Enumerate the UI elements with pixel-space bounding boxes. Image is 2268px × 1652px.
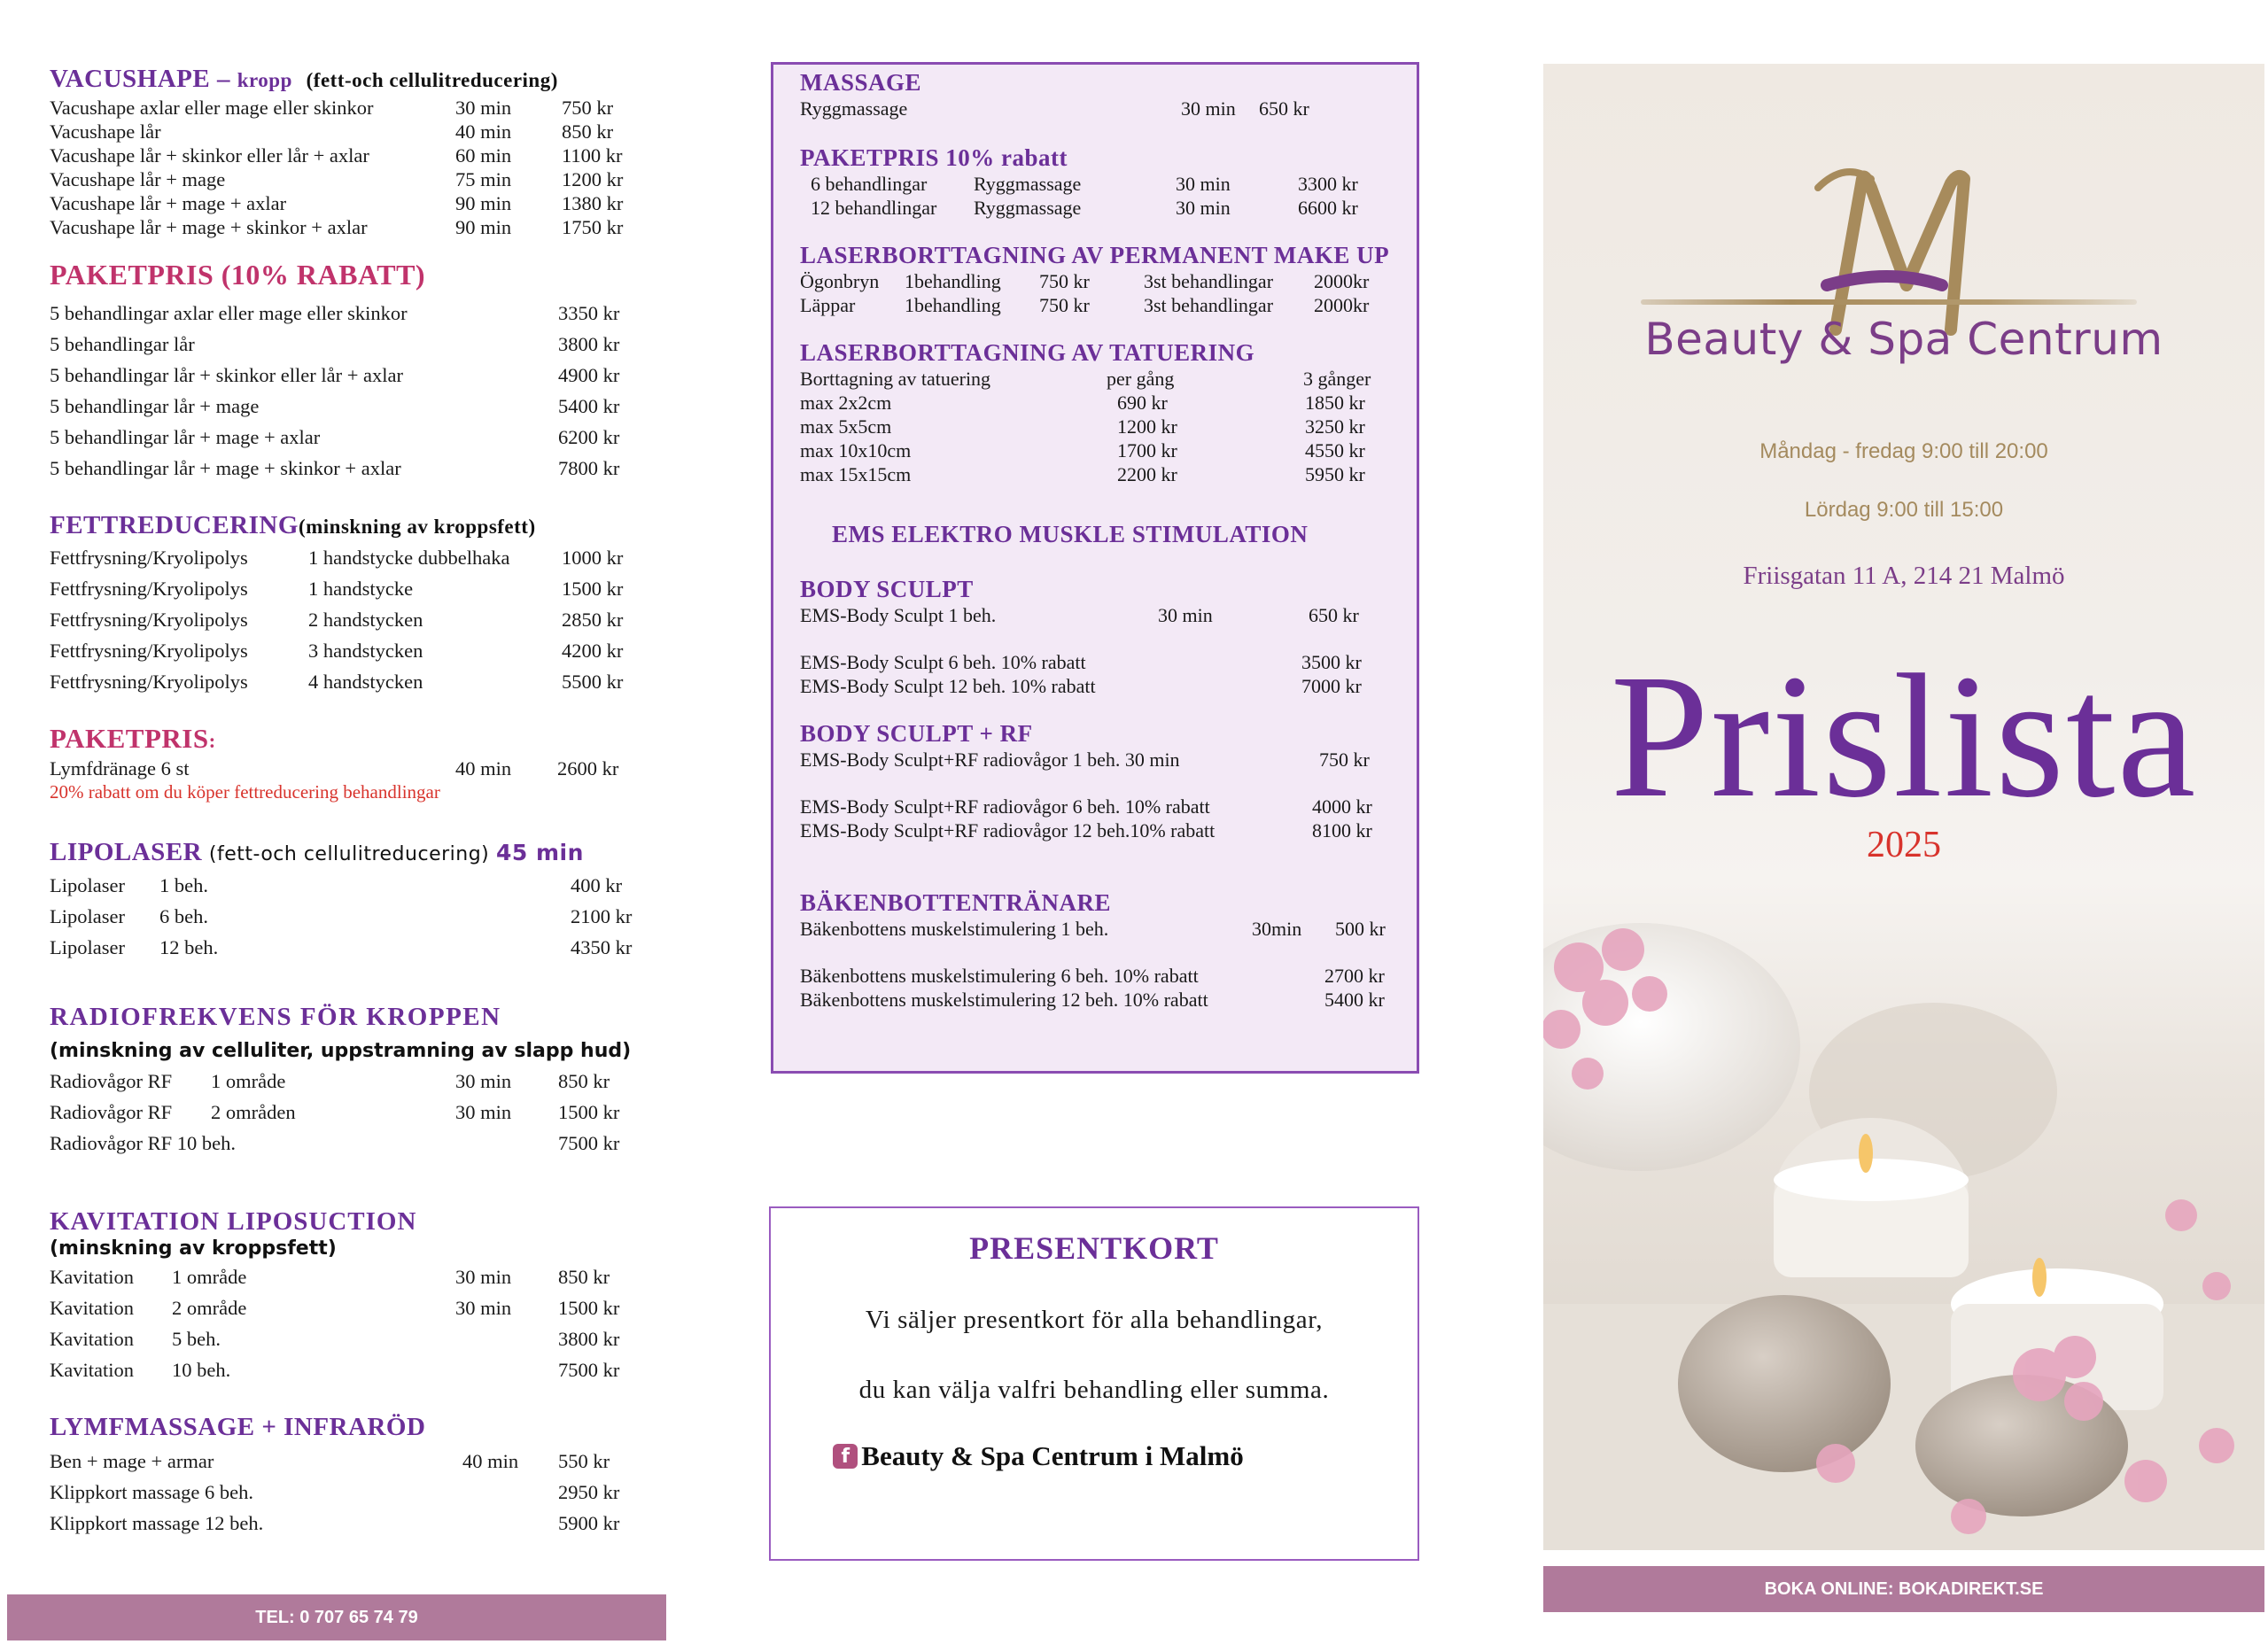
price-cell-price: 6600 kr xyxy=(1298,197,1358,219)
price-cell-time: 90 min xyxy=(455,216,512,238)
price-cell-price: 4900 kr xyxy=(558,364,620,386)
price-cell-time: 90 min xyxy=(455,192,512,214)
price-cell-detail: 1 handstycke dubbelhaka xyxy=(308,547,510,569)
price-cell-price: 3500 kr xyxy=(1301,651,1362,673)
price-cell-detail: 6 beh. xyxy=(159,905,208,927)
price-row xyxy=(50,635,670,666)
price-row xyxy=(50,96,670,120)
price-cell-name: Vacushape lår xyxy=(50,120,161,143)
price-list xyxy=(800,748,1402,842)
price-cell-price: 7000 kr xyxy=(1301,675,1362,697)
price-cell-detail: 4 handstycken xyxy=(308,671,423,693)
kavitation-section xyxy=(50,1206,670,1385)
price-cell-thrice: 1850 kr xyxy=(1305,392,1365,414)
price-cell-name: Fettfrysning/Kryolipolys xyxy=(50,547,248,569)
price-cell-price: 1500 kr xyxy=(562,578,624,600)
section-title: FETTREDUCERING(minskning av kroppsfett) xyxy=(50,511,536,539)
price-row xyxy=(50,1066,670,1097)
price-row xyxy=(800,172,1402,196)
price-cell-name: 5 behandlingar lår + mage + axlar xyxy=(50,426,321,448)
facebook-link[interactable] xyxy=(771,1440,1306,1472)
price-cell-price: 1000 kr xyxy=(562,547,624,569)
fettreducering-section xyxy=(50,510,670,697)
lymfmassage-section xyxy=(50,1412,670,1539)
price-row xyxy=(800,964,1402,988)
price-cell-price: 500 kr xyxy=(1335,918,1386,940)
body-sculpt-rf-section xyxy=(800,719,1402,842)
price-cell-once: 1700 kr xyxy=(1117,439,1177,461)
spacer xyxy=(800,627,1402,650)
price-row xyxy=(50,391,670,422)
price-cell-price: 650 kr xyxy=(1309,604,1359,626)
price-row xyxy=(800,196,1402,220)
price-cell-price: 2700 kr xyxy=(1324,965,1385,987)
paketpris-lymf-section xyxy=(50,724,670,803)
price-cell-name: Klippkort massage 12 beh. xyxy=(50,1512,264,1534)
price-cell-name: EMS-Body Sculpt+RF radiovågor 12 beh.10% rabatt xyxy=(800,819,1216,842)
middle-price-box xyxy=(771,62,1419,1074)
price-cell-time: 30 min xyxy=(1176,197,1231,219)
price-cell-once: 1200 kr xyxy=(1117,415,1177,438)
price-row xyxy=(50,542,670,573)
price-cell-name: EMS-Body Sculpt+RF radiovågor 1 beh. 30 min xyxy=(800,748,1180,771)
price-cell-detail: 1 beh. xyxy=(159,874,208,896)
price-cell-price: 2950 kr xyxy=(558,1481,620,1503)
price-cell-once: 690 kr xyxy=(1117,392,1168,414)
price-cell-time: 30 min xyxy=(455,1297,512,1319)
price-cell-name: Vacushape lår + mage xyxy=(50,168,226,190)
price-cell-detail: 1 handstycke xyxy=(308,578,414,600)
price-row xyxy=(50,666,670,697)
price-cell-time: 30 min xyxy=(1176,173,1231,195)
price-cell-price: 6200 kr xyxy=(558,426,620,448)
section-subtitle: (minskning av kroppsfett) xyxy=(50,1237,337,1260)
price-cell-price: 750 kr xyxy=(1319,748,1370,771)
price-cell-count: 6 behandlingar xyxy=(811,173,928,195)
price-cell-price: 850 kr xyxy=(562,120,614,143)
price-cell-time: 30min xyxy=(1252,918,1302,940)
price-cell-name: Lipolaser xyxy=(50,874,125,896)
price-row xyxy=(800,462,1402,486)
price-row xyxy=(50,573,670,604)
price-cell-detail: 1 område xyxy=(211,1070,286,1092)
price-cell-price: 5400 kr xyxy=(558,395,620,417)
price-cell-name: Radiovågor RF 10 beh. xyxy=(50,1132,236,1154)
price-cell-name: EMS-Body Sculpt 12 beh. 10% rabatt xyxy=(800,675,1096,697)
gift-card-box xyxy=(769,1206,1419,1561)
paketpris-massage-section xyxy=(800,143,1402,220)
price-cell-name: Bäkenbottens muskelstimulering 6 beh. 10% rabatt xyxy=(800,965,1199,987)
price-cell-detail: 3 handstycken xyxy=(308,640,423,662)
brand-name: Beauty & Spa Centrum xyxy=(1644,314,2163,365)
vacushape-section xyxy=(50,64,670,239)
price-cell-time: 30 min xyxy=(1158,604,1213,626)
price-cell-thrice: 5950 kr xyxy=(1305,463,1365,485)
price-cell-name: Lipolaser xyxy=(50,905,125,927)
price-cell-one: 1behandling xyxy=(905,294,1001,316)
price-row xyxy=(800,438,1402,462)
price-list xyxy=(50,1446,670,1539)
price-row xyxy=(50,1323,670,1354)
price-cell-once: 2200 kr xyxy=(1117,463,1177,485)
price-cell-price: 5500 kr xyxy=(562,671,624,693)
price-row xyxy=(50,604,670,635)
price-cell-price: 7800 kr xyxy=(558,457,620,479)
price-cell-p3: 2000kr xyxy=(1314,294,1370,316)
price-row xyxy=(50,1261,670,1292)
laser-tattoo-section xyxy=(800,338,1402,486)
price-cell-price: 1500 kr xyxy=(558,1297,620,1319)
facebook-icon[interactable]: f xyxy=(833,1444,858,1469)
gift-card-text-2: du kan välja valfri behandling eller summa. xyxy=(858,1376,1330,1404)
price-cell-detail: 2 handstycken xyxy=(308,609,423,631)
price-cell-name: Kavitation xyxy=(50,1266,134,1288)
price-cell-size: max 15x15cm xyxy=(800,463,912,485)
price-row xyxy=(800,650,1402,674)
price-row xyxy=(800,391,1402,415)
price-cell-p3: 2000kr xyxy=(1314,270,1370,292)
price-cell-name: Vacushape lår + skinkor eller lår + axlar xyxy=(50,144,369,167)
booking-banner[interactable] xyxy=(1543,1566,2264,1612)
spacer xyxy=(800,772,1402,795)
section-title: LASERBORTTAGNING AV TATUERING xyxy=(800,339,1255,366)
price-cell-price: 2100 kr xyxy=(571,905,633,927)
price-list xyxy=(50,96,670,239)
price-cell-name: 5 behandlingar lår xyxy=(50,333,195,355)
price-row xyxy=(50,167,670,191)
price-row xyxy=(50,191,670,215)
price-cell-time: 30 min xyxy=(455,1266,512,1288)
price-row xyxy=(800,748,1402,772)
paketpris-section xyxy=(50,255,670,484)
price-cell-size: max 10x10cm xyxy=(800,439,912,461)
price-list xyxy=(800,917,1402,1012)
price-cell-name: Vacushape lår + mage + axlar xyxy=(50,192,287,214)
section-title: LIPOLASER (fett-och cellulitreducering) 45 min xyxy=(50,838,584,866)
lipolaser-section xyxy=(50,837,670,963)
spacer xyxy=(800,941,1402,964)
price-row xyxy=(50,143,670,167)
price-row xyxy=(50,1292,670,1323)
spa-illustration xyxy=(1543,914,2264,1550)
price-cell-thrice: 4550 kr xyxy=(1305,439,1365,461)
hours-weekday: Måndag - fredag 9:00 till 20:00 xyxy=(1759,439,2048,463)
price-row xyxy=(50,901,670,932)
price-row xyxy=(800,988,1402,1012)
price-cell-price: 3300 kr xyxy=(1298,173,1358,195)
body-sculpt-section xyxy=(800,575,1402,698)
section-title: KAVITATION LIPOSUCTION xyxy=(50,1207,417,1236)
price-cell-name: Kavitation xyxy=(50,1328,134,1350)
middle-content xyxy=(800,65,1402,1012)
price-cell-detail: 2 områden xyxy=(211,1101,296,1123)
price-cell-name: Fettfrysning/Kryolipolys xyxy=(50,671,248,693)
section-title: PAKETPRIS (10% RABATT) xyxy=(50,259,426,291)
section-title: BODY SCULPT xyxy=(800,576,974,602)
price-cell-price: 3800 kr xyxy=(558,1328,620,1350)
price-cell-price: 1500 kr xyxy=(558,1101,620,1123)
cover-panel xyxy=(1543,64,2264,1550)
price-cell-name: Läppar xyxy=(800,294,856,316)
price-cell-price: 550 kr xyxy=(558,1450,610,1472)
price-row xyxy=(800,293,1402,317)
price-row xyxy=(50,360,670,391)
price-cell-name: Vacushape axlar eller mage eller skinkor xyxy=(50,97,374,119)
price-cell-detail: 10 beh. xyxy=(172,1359,231,1381)
price-cell-time: 30 min xyxy=(455,97,512,119)
price-list xyxy=(50,1261,670,1385)
price-cell-one: 1behandling xyxy=(905,270,1001,292)
price-list xyxy=(50,870,670,963)
phone-number[interactable]: TEL: 0 707 65 74 79 xyxy=(255,1608,418,1627)
price-row xyxy=(50,1097,670,1128)
price-cell-name: Lipolaser xyxy=(50,936,125,958)
price-cell-price: 7500 kr xyxy=(558,1359,620,1381)
price-cell-price: 4200 kr xyxy=(562,640,624,662)
price-cell-detail: 2 område xyxy=(172,1297,247,1319)
price-cell-name: EMS-Body Sculpt 6 beh. 10% rabatt xyxy=(800,651,1086,673)
price-cell-name: Klippkort massage 6 beh. xyxy=(50,1481,253,1503)
price-cell-price: 2850 kr xyxy=(562,609,624,631)
laser-pmu-section xyxy=(800,241,1402,317)
price-row xyxy=(800,269,1402,293)
price-list xyxy=(50,298,670,484)
price-row xyxy=(50,453,670,484)
price-cell-price: 400 kr xyxy=(571,874,623,896)
price-cell-time: 40 min xyxy=(462,1450,519,1472)
price-row xyxy=(50,1354,670,1385)
left-column xyxy=(50,64,670,1539)
section-title: BODY SCULPT + RF xyxy=(800,720,1033,747)
price-cell-price: 1750 kr xyxy=(562,216,624,238)
price-cell-name: Bäkenbottens muskelstimulering 12 beh. 10% rabatt xyxy=(800,989,1208,1011)
year: 2025 xyxy=(1867,825,1941,865)
price-cell-name: 5 behandlingar lår + skinkor eller lår + axlar xyxy=(50,364,403,386)
price-row xyxy=(50,298,670,329)
price-cell-size: max 5x5cm xyxy=(800,415,892,438)
price-row xyxy=(50,215,670,239)
price-row xyxy=(50,422,670,453)
price-cell-count: 12 behandlingar xyxy=(811,197,937,219)
price-cell-price: 8100 kr xyxy=(1312,819,1372,842)
price-cell-name: Fettfrysning/Kryolipolys xyxy=(50,609,248,631)
price-row xyxy=(50,329,670,360)
price-cell-price: 5900 kr xyxy=(558,1512,620,1534)
price-cell-name: Ryggmassage xyxy=(974,173,1082,195)
price-cell-time: 30 min xyxy=(455,1070,512,1092)
price-row xyxy=(800,818,1402,842)
price-cell-detail: 1 område xyxy=(172,1266,247,1288)
price-list xyxy=(800,269,1402,317)
facebook-label[interactable]: Beauty & Spa Centrum i Malmö xyxy=(861,1440,1244,1471)
price-cell-time: 40 min xyxy=(455,120,512,143)
price-cell-p1: 750 kr xyxy=(1039,270,1090,292)
price-cell-name: 5 behandlingar lår + mage xyxy=(50,395,260,417)
section-title: VACUSHAPE – kropp (fett-och cellulitreducering) xyxy=(50,65,558,93)
price-row xyxy=(50,1508,670,1539)
price-cell-name: Fettfrysning/Kryolipolys xyxy=(50,640,248,662)
price-cell-name: EMS-Body Sculpt 1 beh. xyxy=(800,604,997,626)
price-cell-time: 75 min xyxy=(455,168,512,190)
price-row xyxy=(50,1446,670,1477)
section-title: BÄKENBOTTENTRÄNARE xyxy=(800,889,1112,916)
price-cell-price: 850 kr xyxy=(558,1266,610,1288)
price-row: Lymfdränage 6 st 40 min 2600 kr xyxy=(50,757,619,779)
price-cell-name: EMS-Body Sculpt+RF radiovågor 6 beh. 10% rabatt xyxy=(800,795,1210,818)
price-row xyxy=(50,1477,670,1508)
price-cell-price: 5400 kr xyxy=(1324,989,1385,1011)
price-row xyxy=(800,917,1402,941)
price-cell-price: 3350 kr xyxy=(558,302,620,324)
price-list xyxy=(800,603,1402,698)
price-cell-three: 3st behandlingar xyxy=(1144,270,1274,292)
price-cell-name: Kavitation xyxy=(50,1359,134,1381)
section-title: LYMFMASSAGE + INFRARÖD xyxy=(50,1413,426,1441)
price-cell-price: 7500 kr xyxy=(558,1132,620,1154)
price-cell-price: 1380 kr xyxy=(562,192,624,214)
price-cell-name: Vacushape lår + mage + skinkor + axlar xyxy=(50,216,368,238)
section-subtitle: (minskning av celluliter, uppstramning av slapp hud) xyxy=(50,1040,632,1062)
price-cell-price: 750 kr xyxy=(562,97,614,119)
address: Friisgatan 11 A, 214 21 Malmö xyxy=(1743,562,2065,590)
price-cell-time: 30 min xyxy=(455,1101,512,1123)
booking-link[interactable]: BOKA ONLINE: BOKADIREKT.SE xyxy=(1764,1579,2044,1599)
price-row xyxy=(50,120,670,143)
price-list xyxy=(800,172,1402,220)
gift-card-text-1: Vi säljer presentkort för alla behandlingar, xyxy=(865,1306,1324,1334)
price-row xyxy=(50,870,670,901)
price-cell-three: 3st behandlingar xyxy=(1144,294,1274,316)
price-cell-price: 1200 kr xyxy=(562,168,624,190)
table-header: Borttagning av tatuering per gång 3 gånger xyxy=(800,368,1371,390)
price-row xyxy=(50,1128,670,1159)
gift-card-title: PRESENTKORT xyxy=(969,1230,1219,1266)
phone-banner[interactable] xyxy=(7,1594,666,1640)
price-cell-price: 3800 kr xyxy=(558,333,620,355)
section-title: RADIOFREKVENS FÖR KROPPEN xyxy=(50,1003,501,1031)
price-cell-name: Ryggmassage xyxy=(974,197,1082,219)
logo-underline xyxy=(1641,299,2137,305)
price-cell-name: 5 behandlingar axlar eller mage eller skinkor xyxy=(50,302,408,324)
price-cell-size: max 2x2cm xyxy=(800,392,892,414)
price-cell-detail: 5 beh. xyxy=(172,1328,221,1350)
section-title: PAKETPRIS: xyxy=(50,723,216,754)
price-cell-name: Radiovågor RF xyxy=(50,1070,173,1092)
price-cell-thrice: 3250 kr xyxy=(1305,415,1365,438)
section-title: PAKETPRIS 10% rabatt xyxy=(800,144,1068,171)
discount-note: 20% rabatt om du köper fettreducering behandlingar xyxy=(50,781,440,803)
price-cell-detail: 12 beh. xyxy=(159,936,219,958)
price-row xyxy=(50,932,670,963)
price-cell-name: Kavitation xyxy=(50,1297,134,1319)
massage-section xyxy=(800,68,1402,120)
price-cell-name: Ben + mage + armar xyxy=(50,1450,214,1472)
price-row: Ryggmassage 30 min 650 kr xyxy=(800,97,1309,120)
bakenbotten-section xyxy=(800,888,1402,1012)
price-cell-price: 4000 kr xyxy=(1312,795,1372,818)
price-list xyxy=(50,1066,670,1159)
section-title: LASERBORTTAGNING AV PERMANENT MAKE UP xyxy=(800,242,1390,268)
page-title: Prislista xyxy=(1610,639,2198,834)
price-row xyxy=(800,415,1402,438)
price-cell-price: 4350 kr xyxy=(571,936,633,958)
price-cell-name: Fettfrysning/Kryolipolys xyxy=(50,578,248,600)
price-cell-p1: 750 kr xyxy=(1039,294,1090,316)
price-cell-name: Radiovågor RF xyxy=(50,1101,173,1123)
hours-saturday: Lördag 9:00 till 15:00 xyxy=(1804,498,2004,522)
price-list xyxy=(800,391,1402,486)
section-title: MASSAGE xyxy=(800,69,922,96)
price-list xyxy=(50,542,670,697)
ems-heading: EMS ELEKTRO MUSKLE STIMULATION xyxy=(832,521,1309,547)
price-cell-name: 5 behandlingar lår + mage + skinkor + axlar xyxy=(50,457,401,479)
price-cell-name: Ögonbryn xyxy=(800,270,880,292)
price-row xyxy=(800,674,1402,698)
price-cell-price: 1100 kr xyxy=(562,144,623,167)
radiofrekvens-section xyxy=(50,1002,670,1159)
price-cell-price: 850 kr xyxy=(558,1070,610,1092)
price-row xyxy=(800,795,1402,818)
price-cell-time: 60 min xyxy=(455,144,512,167)
price-cell-name: Bäkenbottens muskelstimulering 1 beh. xyxy=(800,918,1109,940)
price-row xyxy=(800,603,1402,627)
